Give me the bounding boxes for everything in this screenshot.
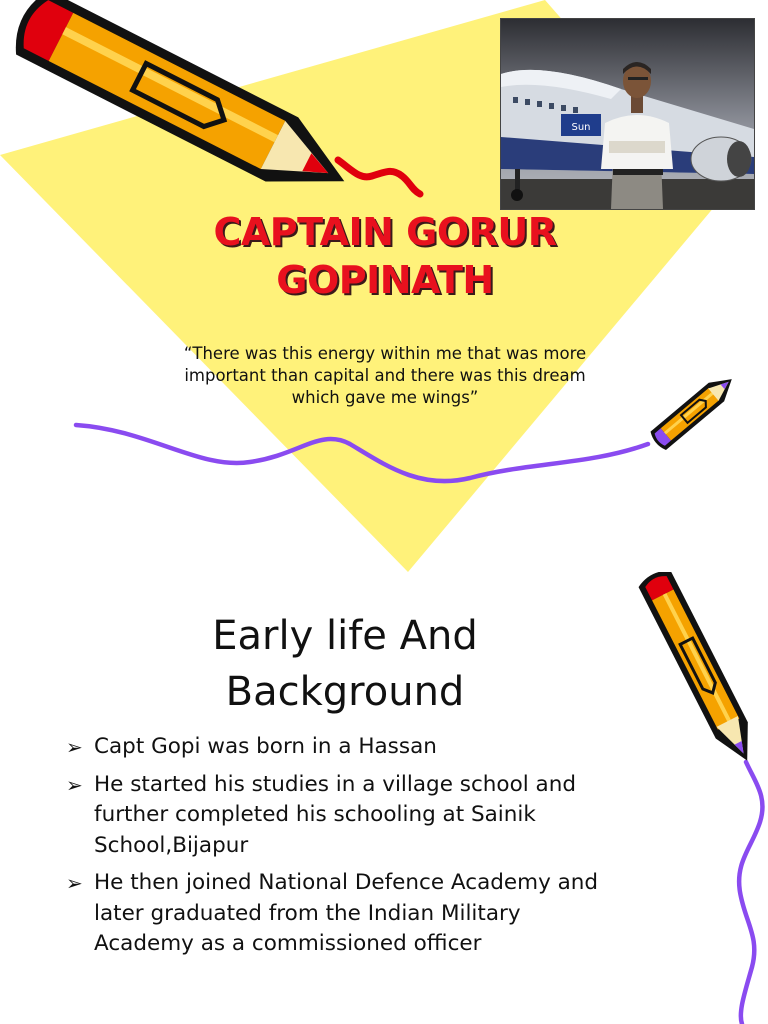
early-life-slide	[0, 572, 768, 1024]
photo-of-man-with-airplane-icon	[501, 19, 754, 209]
heading-line-2: Background	[225, 669, 465, 715]
bullet-text-line: He started his studies in a village school and	[94, 771, 576, 797]
bullet-text-line: further completed his schooling at Sainik	[94, 802, 536, 827]
quote-line-1: “There was this energy within me that was more	[183, 344, 587, 363]
bullet-item	[66, 732, 666, 763]
bullet-item	[66, 770, 666, 862]
quote-text	[130, 343, 640, 409]
bullet-text-line: He then joined National Defence Academy and	[94, 870, 599, 895]
bullet-text-line: Academy as a commissioned officer	[94, 931, 482, 956]
bullet-text-line: Capt Gopi was born in a Hassan	[94, 734, 437, 759]
small-pencil-icon	[648, 370, 739, 452]
purple-vertical-squiggle-line	[739, 762, 762, 1024]
bullet-item	[66, 868, 666, 960]
slide-title	[130, 208, 640, 304]
heading-line-1: Early life And	[212, 613, 478, 659]
bullet-arrow-icon: ➢	[66, 772, 83, 797]
quote-line-3: which gave me wings”	[291, 388, 479, 407]
title-line-2: GOPINATH	[276, 258, 494, 302]
bullet-text-line: later graduated from the Indian Military	[94, 900, 521, 926]
quote-line-2: important than capital and there was this dream	[184, 366, 586, 385]
bullet-text-line: School,Bijapur	[94, 832, 249, 858]
captain-gopinath-photo	[500, 18, 755, 210]
bullet-arrow-icon: ➢	[66, 871, 83, 895]
aircraft-logo-text: Sun	[571, 122, 591, 133]
bullet-arrow-icon: ➢	[66, 735, 83, 759]
title-line-1: CAPTAIN GORUR	[213, 210, 557, 254]
section-heading	[150, 608, 540, 720]
bullet-list	[66, 732, 666, 967]
